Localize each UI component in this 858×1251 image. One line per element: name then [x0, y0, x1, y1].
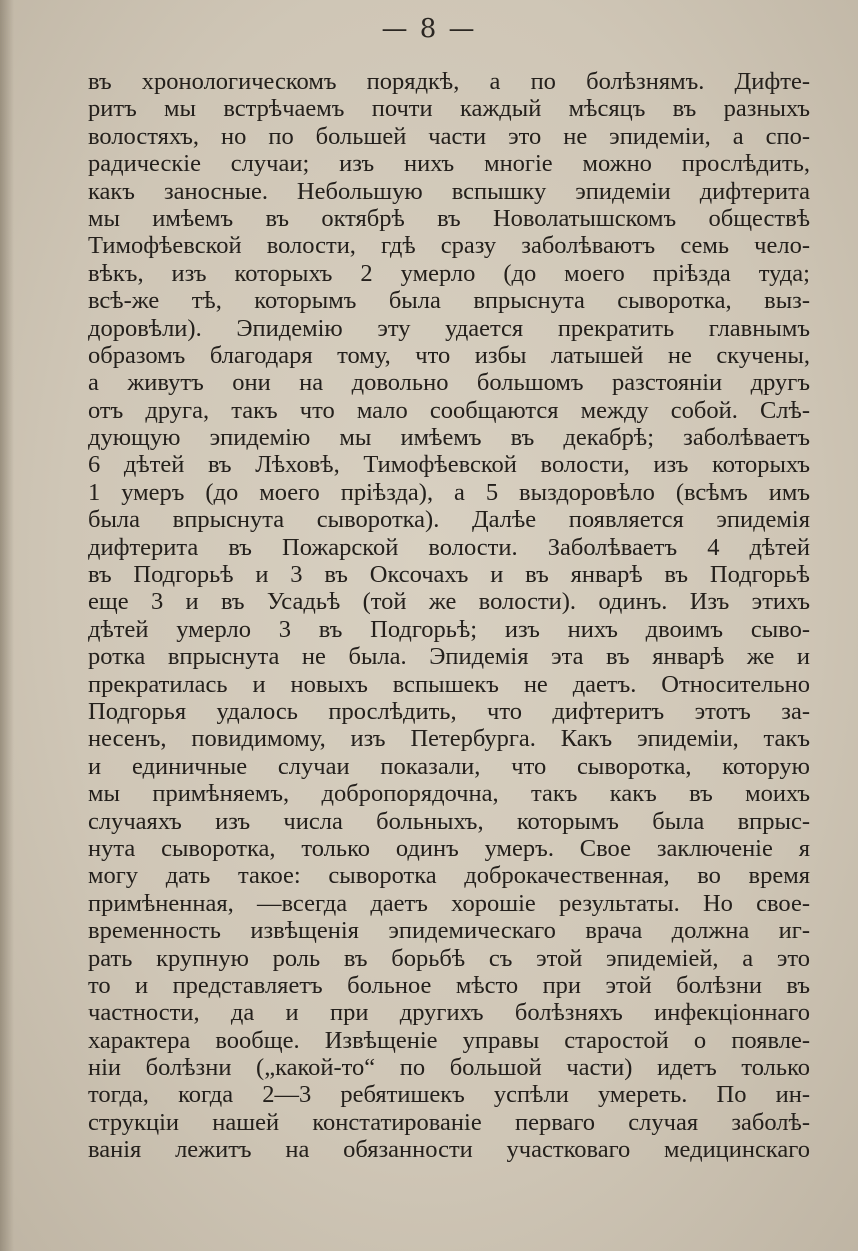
text-line: мы имѣемъ въ октябрѣ въ Новолатышскомъ обществѣ	[88, 204, 810, 232]
text-line: струкціи нашей констатированіе перваго случая заболѣ-	[88, 1108, 810, 1136]
text-line: то и представляетъ больное мѣсто при этой болѣзни въ	[88, 971, 810, 999]
page-edge-shadow	[0, 0, 14, 1251]
text-line: и единичные случаи показали, что сыворотка, которую	[88, 752, 810, 780]
text-line: какъ заносные. Небольшую вспышку эпидеміи дифтерита	[88, 177, 810, 205]
text-line: дѣтей умерло 3 въ Подгорьѣ; изъ нихъ двоимъ сыво-	[88, 615, 810, 643]
text-line: еще 3 и въ Усадьѣ (той же волости). одинъ. Изъ этихъ	[88, 588, 810, 616]
text-line: образомъ благодаря тому, что избы латышей не скучены,	[88, 341, 810, 369]
text-line: нута сыворотка, только одинъ умеръ. Свое заключеніе я	[88, 834, 810, 862]
text-line: рать крупную роль въ борьбѣ съ этой эпидеміей, а это	[88, 944, 810, 972]
text-line: вѣкъ, изъ которыхъ 2 умерло (до моего пріѣзда туда;	[88, 259, 810, 287]
text-line: волостяхъ, но по большей части это не эпидеміи, а спо-	[88, 122, 810, 150]
text-line: дующую эпидемію мы имѣемъ въ декабрѣ; заболѣваетъ	[88, 424, 810, 452]
text-line: 1 умеръ (до моего пріѣзда), а 5 выздоровѣло (всѣмъ имъ	[88, 478, 810, 506]
text-line: ванія лежитъ на обязанности участковаго медицинскаго	[88, 1136, 810, 1164]
text-line: доровѣли). Эпидемію эту удается прекратить главнымъ	[88, 314, 810, 342]
text-line: ніи болѣзни („какой-то“ по большой части) идетъ только	[88, 1054, 810, 1082]
text-line: Тимофѣевской волости, гдѣ сразу заболѣваютъ семь чело-	[88, 232, 810, 260]
text-line: въ хронологическомъ порядкѣ, а по болѣзнямъ. Дифте-	[88, 68, 810, 95]
text-line: всѣ-же тѣ, которымъ была впрыснута сыворотка, выз-	[88, 287, 810, 315]
text-line: случаяхъ изъ числа больныхъ, которымъ была впрыс-	[88, 807, 810, 835]
text-line: ротка впрыснута не была. Эпидемія эта въ январѣ же и	[88, 643, 810, 671]
text-line: мы примѣняемъ, добропорядочна, такъ какъ въ моихъ	[88, 780, 810, 808]
text-line: тогда, когда 2—3 ребятишекъ успѣли умереть. По ин-	[88, 1081, 810, 1109]
text-line: несенъ, повидимому, изъ Петербурга. Какъ эпидеміи, такъ	[88, 725, 810, 753]
text-line: была впрыснута сыворотка). Далѣе появляется эпидемія	[88, 506, 810, 534]
text-line: отъ друга, такъ что мало сообщаются между собой. Слѣ-	[88, 396, 810, 424]
text-line: примѣненная, —всегда даетъ хорошіе результаты. Но свое-	[88, 889, 810, 917]
text-line: Подгорья удалось прослѣдить, что дифтеритъ этотъ за-	[88, 697, 810, 725]
text-line: частности, да и при другихъ болѣзняхъ инфекціоннаго	[88, 999, 810, 1027]
text-line: въ Подгорьѣ и 3 въ Оксочахъ и въ январѣ въ Подгорьѣ	[88, 561, 810, 589]
page-number: — 8 —	[381, 14, 477, 44]
text-line: ритъ мы встрѣчаемъ почти каждый мѣсяцъ въ разныхъ	[88, 95, 810, 123]
body-text	[88, 68, 810, 1164]
text-line: могу дать такое: сыворотка доброкачественная, во время	[88, 862, 810, 890]
text-line: радическіе случаи; изъ нихъ многіе можно прослѣдить,	[88, 150, 810, 178]
text-line: дифтерита въ Пожарской волости. Заболѣваетъ 4 дѣтей	[88, 533, 810, 561]
text-line: прекратилась и новыхъ вспышекъ не даетъ. Относительно	[88, 670, 810, 698]
text-line: характера вообще. Извѣщеніе управы старостой о появле-	[88, 1026, 810, 1054]
text-line: а живутъ они на довольно большомъ разстояніи другъ	[88, 369, 810, 397]
text-line: 6 дѣтей въ Лѣховѣ, Тимофѣевской волости, изъ которыхъ	[88, 451, 810, 479]
text-line: временность извѣщенія эпидемическаго врача должна иг-	[88, 917, 810, 945]
